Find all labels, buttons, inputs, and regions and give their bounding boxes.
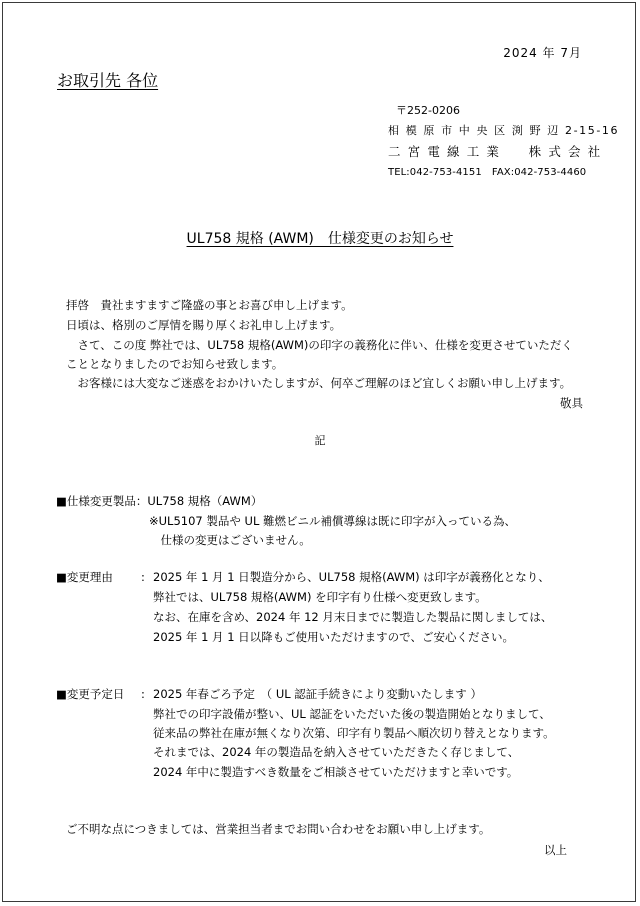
notice-line-1: さて、この度 弊社では、UL758 規格(AWM)の印字の義務化に伴い、仕様を変更させていただく (66, 338, 573, 352)
letter-date: 2024 年 7月 (503, 46, 582, 60)
reason-line: 2025 年 1 月 1 日製造分から、UL758 規格(AWM) は印字が義務化となり、 (153, 570, 550, 584)
product-note-line: ※UL5107 製品や UL 難燃ビニル補償導線は既に印字が入っている為、 (149, 514, 517, 528)
ki-marker: 記 (314, 434, 326, 447)
thanks-line: 日頃は、格別のご厚情を賜り厚くお礼申し上げます。 (66, 318, 342, 332)
greeting-line: 拝啓 貴社ますますご隆盛の事とお喜び申し上げます。 (66, 298, 353, 312)
document-title: UL758 規格 (AWM) 仕様変更のお知らせ (186, 231, 454, 247)
schedule-colon: : (141, 687, 145, 701)
reason-section-label: ■変更理由 (56, 570, 113, 584)
reason-colon: : (141, 570, 145, 584)
sender-address: 相 模 原 市 中 央 区 渕 野 辺 2-15-16 (388, 124, 620, 137)
product-section-label: ■仕様変更製品：UL758 規格（AWM） (56, 494, 263, 508)
reason-line: なお、在庫を含め、2024 年 12 月末日までに製造した製品に関しましては、 (153, 610, 553, 624)
document-title-row (0, 230, 640, 248)
apology-line: お客様には大変なご迷惑をおかけいたしますが、何卒ご理解のほど宜しくお願い申し上げます。 (66, 376, 572, 390)
sender-tel-fax: TEL:042-753-4151 FAX:042-753-4460 (388, 167, 587, 178)
recipient-heading: お取引先 各位 (57, 71, 159, 90)
schedule-line: 2024 年中に製造すべき数量をご相談させていただけますと幸いです。 (153, 765, 519, 779)
sender-company: 二 宮 電 線 工 業 株 式 会 社 (388, 144, 602, 159)
reason-line: 弊社では、UL758 規格(AWM) を印字有り仕様へ変更致します。 (153, 590, 487, 604)
keigu-closing: 敬具 (560, 396, 583, 410)
schedule-line: 2025 年春ごろ予定 （ UL 認証手続きにより変動いたします ） (153, 687, 482, 701)
product-note-line: 仕様の変更はございません。 (149, 533, 311, 547)
notice-line-2: こととなりましたのでお知らせ致します。 (66, 357, 284, 371)
ijou-marker: 以上 (544, 843, 567, 857)
schedule-line: 弊社での印字設備が整い、UL 認証をいただいた後の製造開始となりまして、 (153, 707, 551, 721)
sender-postal-code: 〒252-0206 (396, 104, 460, 117)
closing-text: ご不明な点につきましては、営業担当者までお問い合わせをお願い申し上げます。 (66, 822, 491, 836)
schedule-line: 従来品の弊社在庫が無くなり次第、印字有り製品へ順次切り替えとなります。 (153, 726, 555, 740)
reason-line: 2025 年 1 月 1 日以降もご使用いただけますので、ご安心ください。 (153, 630, 514, 644)
schedule-section-label: ■変更予定日 (56, 687, 125, 701)
schedule-line: それまでは、2024 年の製造品を納入させていただきたく存じまして、 (153, 745, 520, 759)
